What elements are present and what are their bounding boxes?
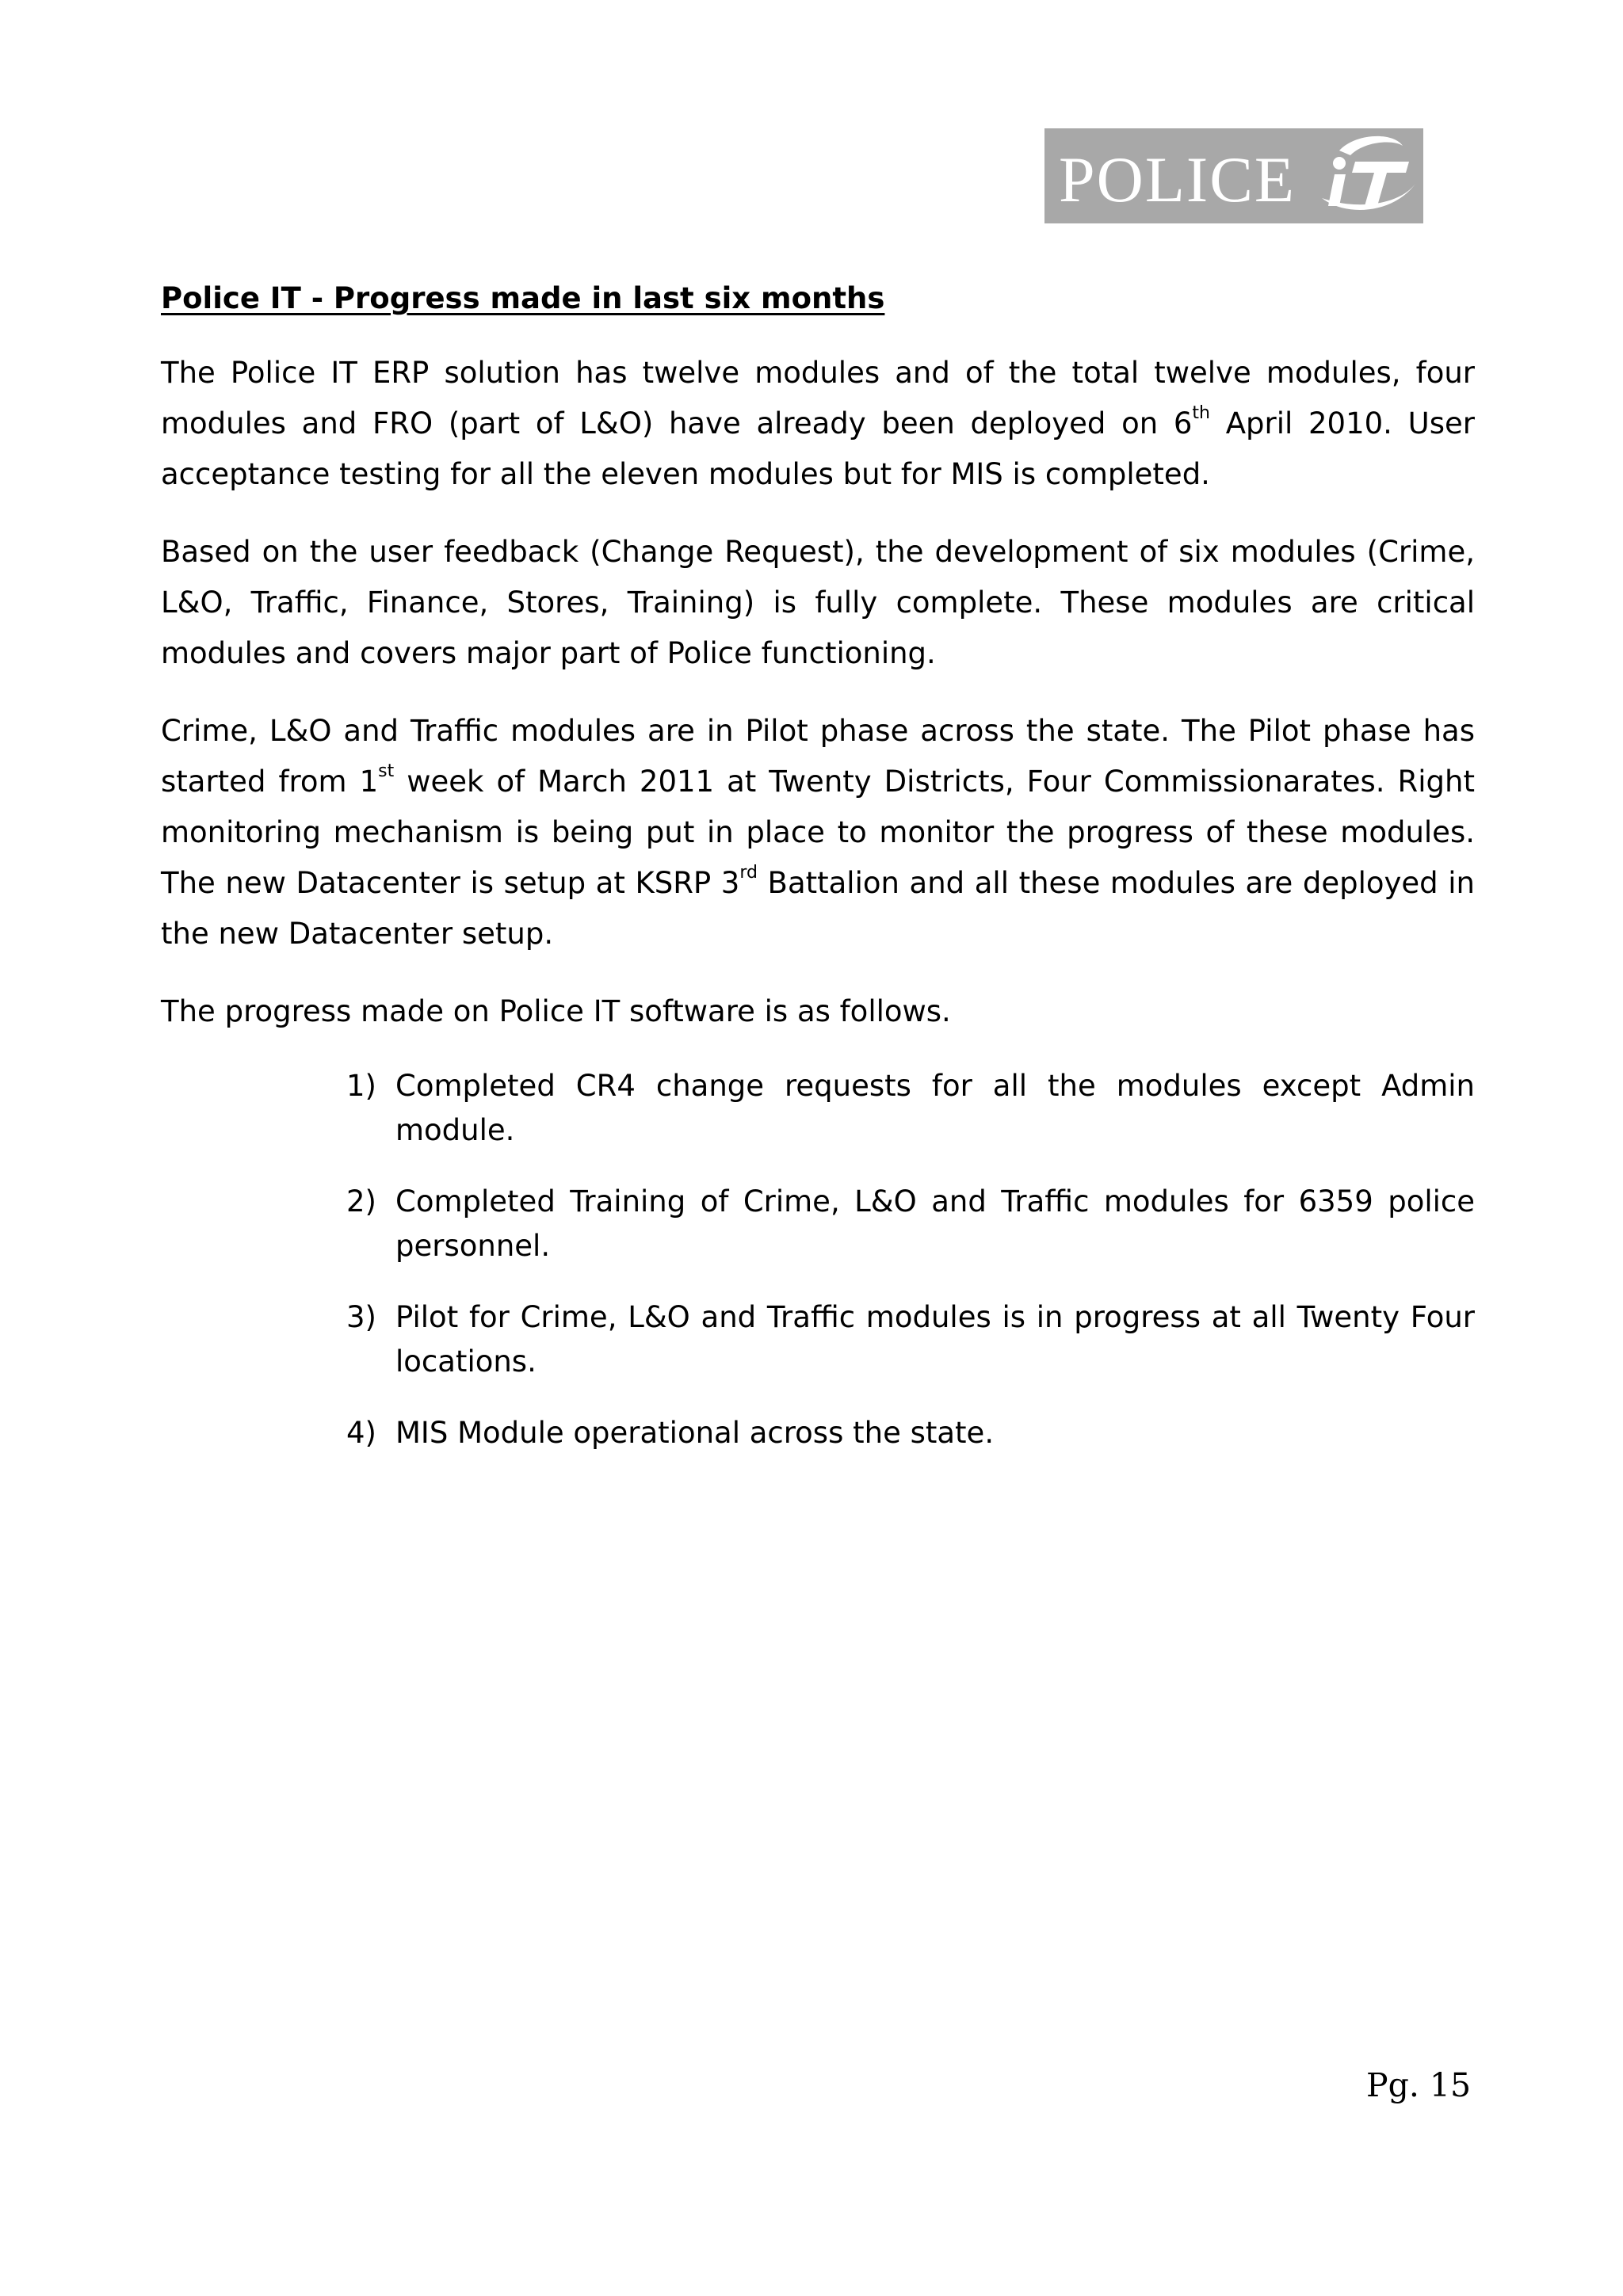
- paragraph-development-status: Based on the user feedback (Change Request), the development of six modules (Crime, L&O, Traffic, Finance, Stores, Training) is fully complete. These modules are critical modules and covers major part of Police functioning.: [161, 535, 1475, 670]
- page-number: Pg. 15: [1366, 2066, 1472, 2104]
- paragraph-text: Battalion and all these modules are deployed in the new Datacenter setup.: [161, 866, 1475, 951]
- list-item: [346, 1411, 1475, 1455]
- list-item-text: MIS Module operational across the state.: [395, 1416, 995, 1450]
- logo-graphic: [1044, 128, 1423, 223]
- list-item-number: 1): [346, 1069, 376, 1103]
- list-item-text: Completed Training of Crime, L&O and Traffic modules for 6359 police personnel.: [395, 1184, 1475, 1263]
- superscript: th: [1192, 402, 1210, 423]
- list-item-text: Completed CR4 change requests for all the modules except Admin module.: [395, 1069, 1475, 1147]
- paragraph-erp-overview: [161, 348, 1475, 500]
- list-item: [346, 1180, 1475, 1268]
- list-item: [346, 1295, 1475, 1384]
- police-it-logo: [1044, 128, 1423, 223]
- svg-text:POLICE: POLICE: [1059, 143, 1296, 215]
- paragraph-text: April 2010. User acceptance testing for all the eleven modules but for MIS is completed.: [161, 406, 1475, 491]
- page-title: Police IT - Progress made in last six months: [161, 281, 885, 315]
- paragraph-text: The Police IT ERP solution has twelve modules and of the total twelve modules, four modules and FRO (part of L&O) have already been deployed on 6: [161, 356, 1475, 441]
- paragraph-text: week of March 2011 at Twenty Districts, Four Commissionarates. Right monitoring mechanism is being put in place to monitor the progress of these modules. The new Datacenter is setup at KSRP 3: [161, 765, 1475, 900]
- paragraph-pilot-phase: [161, 706, 1475, 959]
- paragraph-progress-intro: The progress made on Police IT software is as follows.: [161, 994, 951, 1028]
- list-item-number: 3): [346, 1300, 376, 1334]
- paragraph-text: Crime, L&O and Traffic modules are in Pilot phase across the state. The Pilot phase has started from 1: [161, 714, 1475, 799]
- main-content: [161, 273, 1475, 1482]
- superscript: st: [378, 761, 395, 781]
- superscript: rd: [739, 862, 758, 883]
- list-item-number: 2): [346, 1184, 376, 1219]
- list-item-text: Pilot for Crime, L&O and Traffic modules is in progress at all Twenty Four locations.: [395, 1300, 1475, 1379]
- progress-list: [161, 1064, 1475, 1455]
- list-item-number: 4): [346, 1416, 376, 1450]
- list-item: [346, 1064, 1475, 1153]
